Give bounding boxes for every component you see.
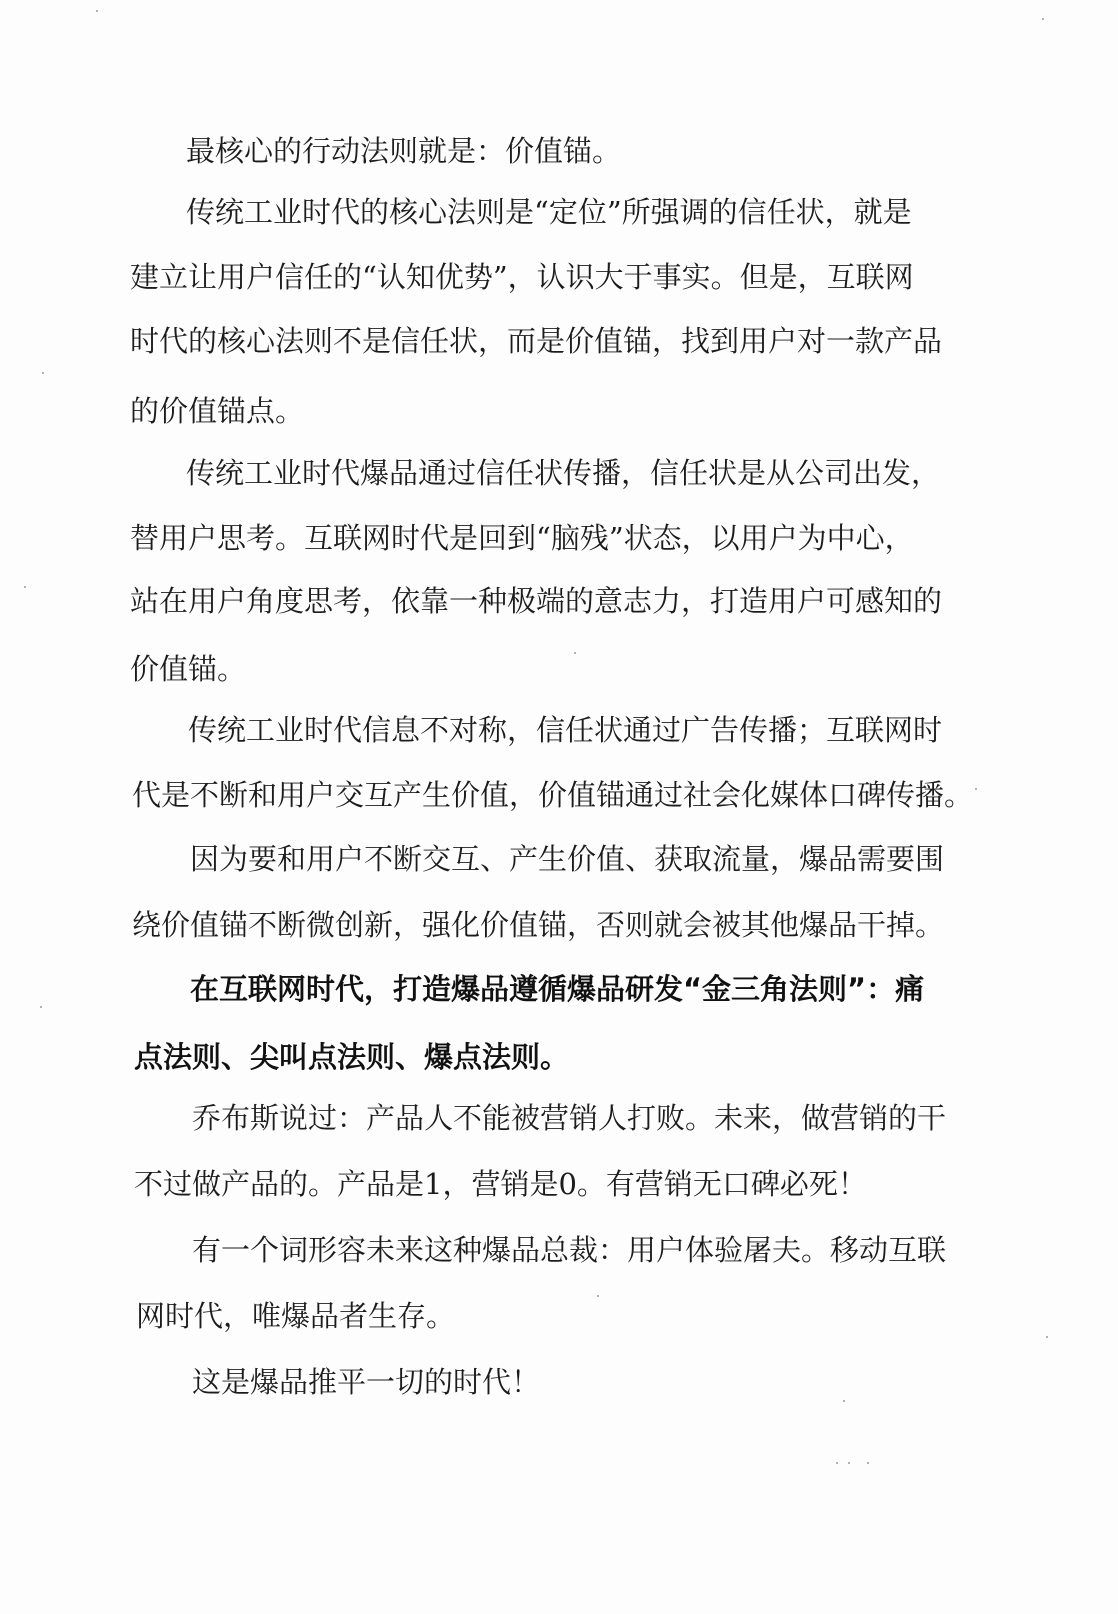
text-line: 绕价值锚不断微创新，强化价值锚，否则就会被其他爆品干掉。: [132, 908, 945, 942]
text-line: 这是爆品推平一切的时代！: [192, 1365, 541, 1399]
text-line: 因为要和用户不断交互、产生价值、获取流量，爆品需要围: [190, 842, 945, 876]
text-line: 传统工业时代的核心法则是“定位”所强调的信任状，就是: [186, 195, 912, 229]
text-line: 时代的核心法则不是信任状，而是价值锚，找到用户对一款产品: [130, 324, 943, 358]
text-line: 代是不断和用户交互产生价值，价值锚通过社会化媒体口碑传播。: [132, 778, 974, 812]
text-line: 替用户思考。互联网时代是回到“脑残”状态，以用户为中心，: [130, 521, 914, 555]
bold-text-line: 在互联网时代，打造爆品遵循爆品研发“金三角法则”：痛: [190, 972, 925, 1006]
scan-speck: [597, 1295, 599, 1297]
text-line: 传统工业时代爆品通过信任状传播，信任状是从公司出发，: [186, 456, 941, 490]
scan-speck: [574, 652, 576, 654]
text-line: 传统工业时代信息不对称，信任状通过广告传播；互联网时: [188, 713, 943, 747]
scan-speck: [867, 1462, 869, 1464]
scan-speck: [42, 372, 44, 374]
text-line: 站在用户角度思考，依靠一种极端的意志力，打造用户可感知的: [130, 584, 943, 618]
scan-speck: [1042, 18, 1044, 20]
bold-text-line: 点法则、尖叫点法则、爆点法则。: [134, 1040, 570, 1074]
text-line: 有一个词形容未来这种爆品总裁：用户体验屠夫。移动互联: [192, 1233, 947, 1267]
scan-speck: [96, 10, 98, 12]
scan-speck: [975, 788, 977, 790]
text-line: 不过做产品的。产品是1，营销是0。有营销无口碑必死！: [134, 1167, 867, 1201]
text-line: 的价值锚点。: [130, 394, 305, 428]
scan-speck: [1046, 1336, 1048, 1338]
text-line: 网时代，唯爆品者生存。: [136, 1299, 456, 1333]
scan-speck: [836, 1462, 838, 1464]
scan-speck: [848, 1462, 850, 1464]
scan-speck: [24, 586, 26, 588]
scan-speck: [40, 1006, 42, 1008]
scan-speck: [843, 1400, 845, 1402]
text-line: 建立让用户信任的“认知优势”，认识大于事实。但是，互联网: [130, 260, 914, 294]
text-line: 最核心的行动法则就是：价值锚。: [186, 134, 622, 168]
text-line: 乔布斯说过：产品人不能被营销人打败。未来，做营销的干: [192, 1101, 947, 1135]
text-line: 价值锚。: [130, 652, 247, 686]
